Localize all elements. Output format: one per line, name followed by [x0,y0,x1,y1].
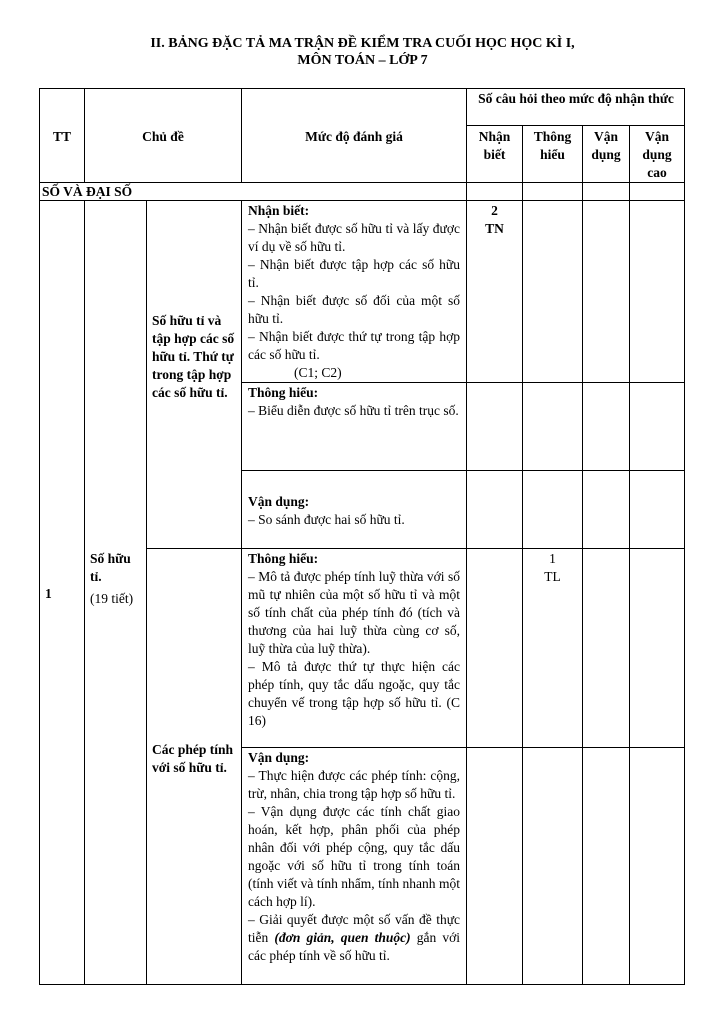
criteria-line: – Nhận biết được số đối của một số hữu tỉ. [248,293,460,326]
nhan-biet-count [467,202,522,238]
criteria-thong-hieu-1 [248,384,460,420]
header-tt: TT [52,129,71,144]
question-type: TL [544,569,561,584]
question-count: 2 [491,203,498,218]
topic-name: Số hữu tỉ. [90,551,131,584]
document-title-line-2: MÔN TOÁN – LỚP 7 [297,53,428,68]
criteria-line: – Biểu diễn được số hữu tỉ trên trục số. [248,403,459,418]
criteria-label: Nhận biết: [248,203,310,218]
criteria-line: – Nhận biết được số hữu tỉ và lấy được ví dụ về số hữu tỉ. [248,221,460,254]
criteria-van-dung-1 [248,493,460,529]
question-ref: (C1; C2) [294,365,342,380]
criteria-line: – Mô tả được phép tính luỹ thừa với số mũ tự nhiên của một số hữu tỉ và một số tính chất của phép tính đó (tích và thương của hai luỹ thừa cùng cơ số, luỹ thừa của luỹ thừa). [248,569,460,656]
criteria-line: – So sánh được hai số hữu tỉ. [248,512,405,527]
header-so-cau: Số câu hỏi theo mức độ nhận thức [478,91,674,106]
criteria-text: – Giải quyết được một số vấn đề thực tiễn [248,912,460,945]
criteria-label: Vận dụng: [248,494,310,509]
criteria-text: gắn với các phép tính về số hữu tỉ. [248,930,460,963]
header-thong-hieu: Thông hiểu [533,129,572,162]
criteria-line: – Nhận biết được tập hợp các số hữu tỉ. [248,257,460,290]
header-chu-de: Chủ đề [142,129,184,144]
topic [90,550,144,608]
criteria-label: Thông hiểu: [248,385,319,400]
question-count: 1 [549,551,556,566]
subtopic-phep-tinh: Các phép tính với số hữu tỉ. [152,742,234,775]
criteria-van-dung-2 [248,749,460,965]
question-type: TN [485,221,504,236]
topic-hours: (19 tiết) [90,591,134,606]
criteria-label: Thông hiểu: [248,551,319,566]
header-muc-do: Mức độ đánh giá [305,129,403,144]
criteria-line: – Vận dụng được các tính chất giao hoán, kết hợp, phân phối của phép nhân đối với phép cộng, quy tắc dấu ngoặc với số hữu tỉ trong tính toán (tính viết và tính nhẩm, tính nhanh một cách hợp lí). [248,804,460,909]
criteria-thong-hieu-2 [248,550,460,730]
subtopic-so-huu-ti: Số hữu tỉ và tập hợp các số hữu tỉ. Thứ tự trong tập hợp các số hữu tỉ. [152,313,235,400]
criteria-line [248,911,460,965]
header-van-dung: Vận dụng [591,129,621,162]
thong-hieu-count [523,550,582,586]
criteria-line: – Nhận biết được thứ tự trong tập hợp các số hữu tỉ. [248,329,460,362]
criteria-nhan-biet [248,202,460,382]
emphasis-text: (đơn giản, quen thuộc) [274,930,411,945]
section-title: SỐ VÀ ĐẠI SỐ [42,184,133,199]
criteria-label: Vận dụng: [248,750,310,765]
header-van-dung-cao: Vận dụng cao [642,129,672,180]
header-nhan-biet: Nhận biết [478,129,511,162]
criteria-line: – Mô tả được thứ tự thực hiện các phép tính, quy tắc dấu ngoặc, quy tắc chuyển vế trong tập hợp số hữu tỉ. (C 16) [248,659,460,728]
criteria-line: – Thực hiện được các phép tính: cộng, trừ, nhân, chia trong tập hợp số hữu tỉ. [248,768,460,801]
document-title-line-1: II. BẢNG ĐẶC TẢ MA TRẬN ĐỀ KIỂM TRA CUỐI HỌC HỌC KÌ I, [150,36,575,51]
row-number: 1 [45,586,52,601]
